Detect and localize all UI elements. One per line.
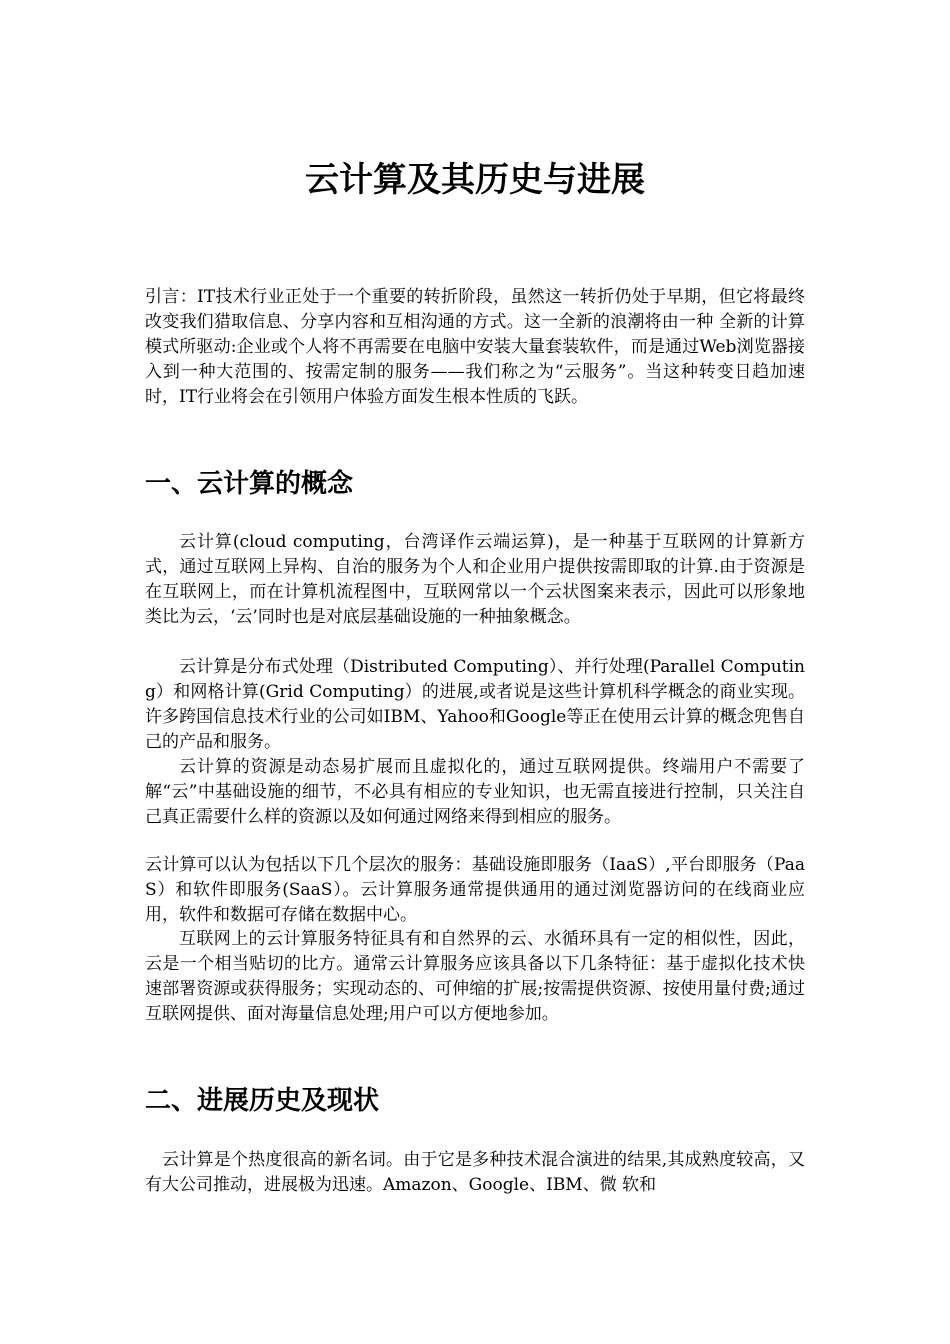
concept-paragraph-2: 云计算是分布式处理（Distributed Computing）、并行处理(Parallel Computing）和网格计算(Grid Computing）的进展,或者说是这些计算机科学概念的商业实现。许多跨国信息技术行业的公司如IBM、Yahoo和Google等正在使用云计算的概念兜售自己的产品和服务。 (145, 657, 805, 752)
concept-paragraph-4: 云计算可以认为包括以下几个层次的服务：基础设施即服务（IaaS）,平台即服务（PaaS）和软件即服务(SaaS）。云计算服务通常提供通用的通过浏览器访问的在线商业应用，软件和数据可存储在数据中心。 (145, 855, 805, 925)
intro-paragraph: 引言：IT技术行业正处于一个重要的转折阶段，虽然这一转折仍处于早期，但它将最终改变我们猎取信息、分享内容和互相沟通的方式。这一全新的浪潮将由一种 全新的计算模式所驱动:企业或个人将不再需要在电脑中安装大量套装软件，而是通过Web浏览器接入到一种大范围的、按需定制的服务——我们称之为“云服务”。当这种转变日趋加速时，IT行业将会在引领用户体验方面发生根本性质的飞跃。 (145, 287, 805, 407)
section-heading-concept: 一、云计算的概念 (145, 469, 354, 499)
concept-paragraph-5: 互联网上的云计算服务特征具有和自然界的云、水循环具有一定的相似性，因此，云是一个相当贴切的比方。通常云计算服务应该具备以下几条特征：基于虚拟化技术快速部署资源或获得服务；实现动态的、可伸缩的扩展;按需提供资源、按使用量付费;通过互联网提供、面对海量信息处理;用户可以方便地参加。 (145, 929, 805, 1024)
section-heading-history: 二、进展历史及现状 (145, 1086, 380, 1116)
concept-paragraph-3: 云计算的资源是动态易扩展而且虚拟化的，通过互联网提供。终端用户不需要了解“云”中基础设施的细节，不必具有相应的专业知识，也无需直接进行控制，只关注自己真正需要什么样的资源以及如何通过网络来得到相应的服务。 (145, 757, 805, 827)
document-title: 云计算及其历史与进展 (305, 160, 645, 200)
concept-paragraph-1: 云计算(cloud computing，台湾译作云端运算)，是一种基于互联网的计算新方式，通过互联网上异构、自治的服务为个人和企业用户提供按需即取的计算.由于资源是在互联网上，而在计算机流程图中，互联网常以一个云状图案来表示，因此可以形象地类比为云，‘云’同时也是对底层基础设施的一种抽象概念。 (145, 532, 805, 627)
history-paragraph-1: 云计算是个热度很高的新名词。由于它是多种技术混合演进的结果,其成熟度较高，又有大公司推动，进展极为迅速。Amazon、Google、IBM、微 软和 (145, 1150, 805, 1195)
